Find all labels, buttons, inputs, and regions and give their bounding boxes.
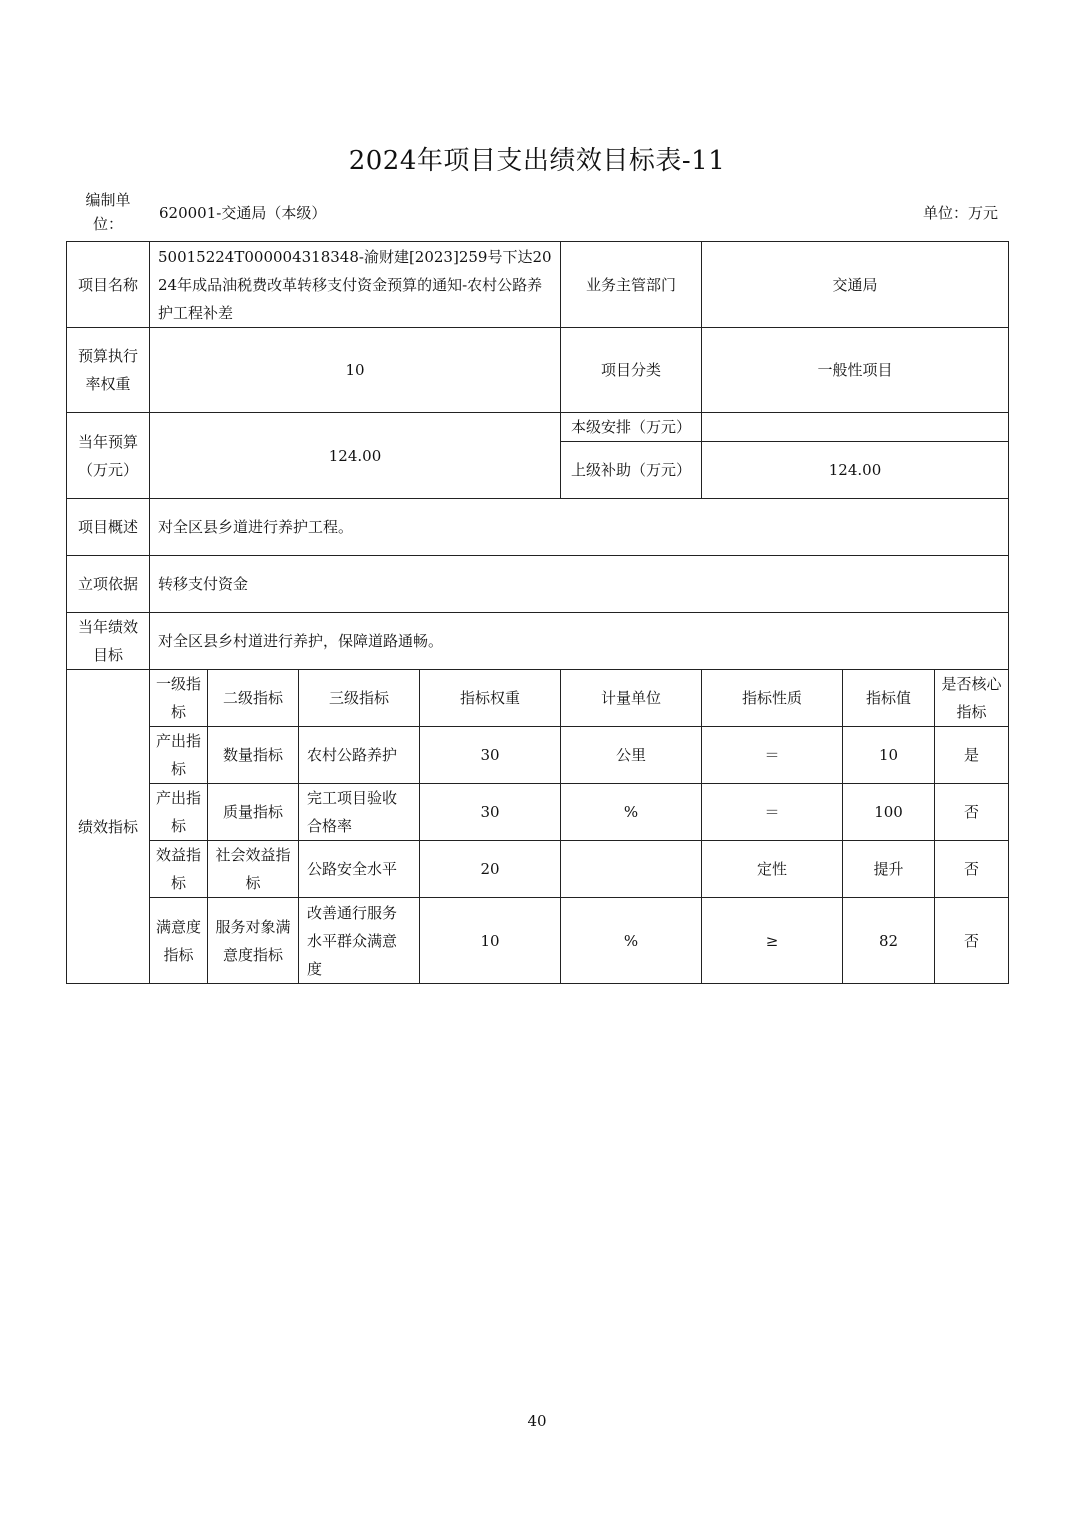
header-cell: 指标权重 bbox=[420, 670, 561, 727]
level2-cell: 质量指标 bbox=[208, 784, 299, 841]
value-cell: 100 bbox=[843, 784, 935, 841]
header-cell: 指标性质 bbox=[702, 670, 843, 727]
weight-cell: 30 bbox=[420, 784, 561, 841]
level2-cell: 社会效益指标 bbox=[208, 841, 299, 898]
upper-label: 上级补助（万元） bbox=[561, 442, 702, 499]
level2-cell: 服务对象满意度指标 bbox=[208, 898, 299, 984]
performance-table bbox=[66, 241, 1009, 984]
page-title: 2024年项目支出绩效目标表-11 bbox=[348, 146, 726, 176]
weight-label: 预算执行率权重 bbox=[67, 328, 150, 413]
level1-cell: 满意度指标 bbox=[150, 898, 208, 984]
nature-cell: ＝ bbox=[702, 727, 843, 784]
goal-value: 对全区县乡村道进行养护，保障道路通畅。 bbox=[150, 613, 1009, 670]
goal-label: 当年绩效目标 bbox=[67, 613, 150, 670]
category-value: 一般性项目 bbox=[702, 328, 1009, 413]
category-label: 项目分类 bbox=[561, 328, 702, 413]
budget-label: 当年预算（万元） bbox=[67, 413, 150, 499]
dept-value: 交通局 bbox=[702, 242, 1009, 328]
table-row bbox=[67, 784, 1009, 841]
indicator-header-row bbox=[67, 670, 1009, 727]
core-cell: 否 bbox=[935, 784, 1009, 841]
weight-value: 10 bbox=[150, 328, 561, 413]
nature-cell: 定性 bbox=[702, 841, 843, 898]
level3-cell: 完工项目验收合格率 bbox=[299, 784, 420, 841]
level2-cell: 数量指标 bbox=[208, 727, 299, 784]
org-label: 编制单位： bbox=[85, 191, 131, 233]
unit-cell: % bbox=[561, 898, 702, 984]
header-cell: 指标值 bbox=[843, 670, 935, 727]
weight-cell: 20 bbox=[420, 841, 561, 898]
dept-label: 业务主管部门 bbox=[561, 242, 702, 328]
local-value bbox=[702, 413, 1009, 442]
nature-cell: ≥ bbox=[702, 898, 843, 984]
basis-label: 立项依据 bbox=[67, 556, 150, 613]
unit-cell bbox=[561, 841, 702, 898]
weight-cell: 30 bbox=[420, 727, 561, 784]
header-cell: 是否核心指标 bbox=[935, 670, 1009, 727]
local-label: 本级安排（万元） bbox=[561, 413, 702, 442]
core-cell: 否 bbox=[935, 841, 1009, 898]
org-value: 620001-交通局（本级） bbox=[159, 204, 327, 222]
project-name-value: 50015224T000004318348-渝财建[2023]259号下达2024年成品油税费改革转移支付资金预算的通知-农村公路养护工程补差 bbox=[150, 242, 561, 328]
unit-cell: % bbox=[561, 784, 702, 841]
header-cell: 三级指标 bbox=[299, 670, 420, 727]
level3-cell: 改善通行服务水平群众满意度 bbox=[299, 898, 420, 984]
core-cell: 是 bbox=[935, 727, 1009, 784]
upper-value: 124.00 bbox=[702, 442, 1009, 499]
table-row bbox=[67, 898, 1009, 984]
unit-cell: 公里 bbox=[561, 727, 702, 784]
table-row bbox=[67, 841, 1009, 898]
basis-value: 转移支付资金 bbox=[150, 556, 1009, 613]
value-cell: 10 bbox=[843, 727, 935, 784]
level3-cell: 农村公路养护 bbox=[299, 727, 420, 784]
nature-cell: ＝ bbox=[702, 784, 843, 841]
level1-cell: 产出指标 bbox=[150, 784, 208, 841]
header-cell: 计量单位 bbox=[561, 670, 702, 727]
level3-cell: 公路安全水平 bbox=[299, 841, 420, 898]
unit-text: 单位：万元 bbox=[922, 204, 998, 222]
indicators-label: 绩效指标 bbox=[67, 670, 150, 984]
overview-value: 对全区县乡道进行养护工程。 bbox=[150, 499, 1009, 556]
weight-cell: 10 bbox=[420, 898, 561, 984]
header-cell: 一级指标 bbox=[150, 670, 208, 727]
core-cell: 否 bbox=[935, 898, 1009, 984]
level1-cell: 产出指标 bbox=[150, 727, 208, 784]
overview-label: 项目概述 bbox=[67, 499, 150, 556]
project-name-label: 项目名称 bbox=[67, 242, 150, 328]
table-row bbox=[67, 727, 1009, 784]
header-cell: 二级指标 bbox=[208, 670, 299, 727]
level1-cell: 效益指标 bbox=[150, 841, 208, 898]
page-number: 40 bbox=[527, 1412, 547, 1430]
budget-value: 124.00 bbox=[150, 413, 561, 499]
value-cell: 82 bbox=[843, 898, 935, 984]
value-cell: 提升 bbox=[843, 841, 935, 898]
